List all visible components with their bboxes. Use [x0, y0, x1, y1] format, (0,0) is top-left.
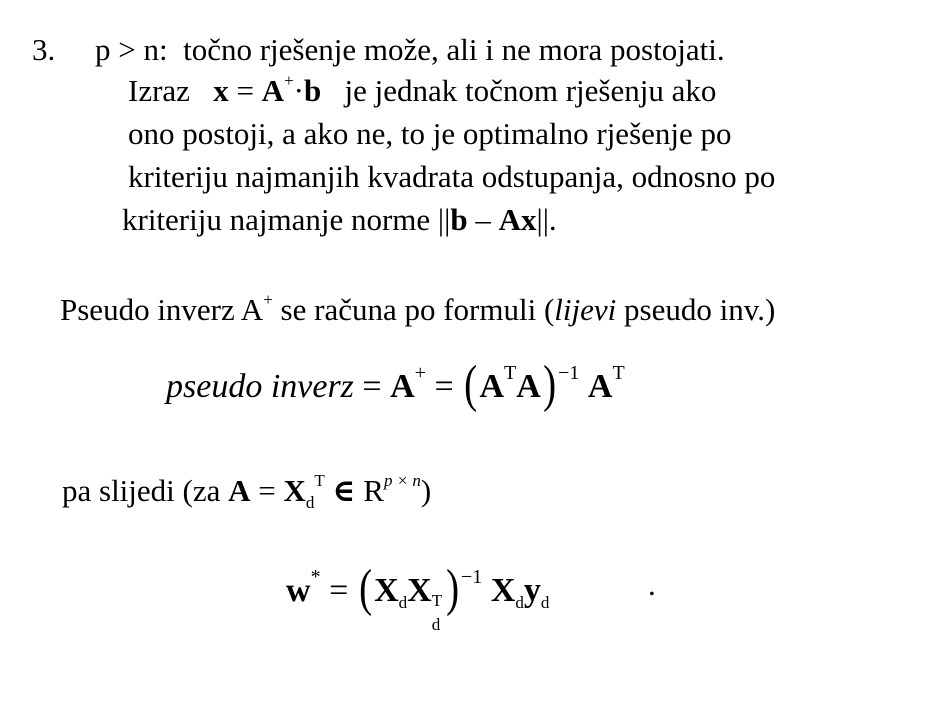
follow-prefix: pa slijedi (za: [62, 473, 221, 508]
item-line-4: kriteriju najmanjih kvadrata odstupanja, odnosno po: [128, 159, 776, 194]
pseudo-intro: [60, 291, 775, 334]
final-equation: [286, 560, 550, 634]
final-X-3: X: [490, 572, 516, 609]
line2-suffix: je jednak točnom rješenju ako: [344, 73, 717, 108]
eq-inv: −1: [558, 362, 580, 384]
condition: p > n:: [95, 32, 168, 67]
pseudo-equation: [166, 356, 625, 413]
item-line-2: [128, 72, 716, 115]
formula-b: b: [303, 73, 322, 108]
eq-rparen: ): [542, 356, 556, 413]
eq-A-4: A: [587, 368, 613, 405]
line5-minus: –: [475, 202, 491, 237]
eq-plus: +: [414, 362, 426, 384]
follow-close: ): [420, 473, 432, 508]
eq-A-2: A: [479, 368, 505, 405]
pseudo-intro-italic: lijevi: [554, 292, 617, 327]
follow-A: A: [228, 473, 251, 508]
item-line-3: ono postoji, a ako ne, to je optimalno rješenje po: [128, 116, 732, 151]
final-T: T: [431, 591, 443, 610]
line5-prefix: kriteriju najmanje norme ||: [122, 202, 451, 237]
pseudo-intro-mid: se računa po formuli (: [280, 292, 555, 327]
final-rparen: ): [445, 560, 459, 617]
final-y: y: [523, 572, 541, 609]
formula-x: x: [213, 73, 229, 108]
pseudo-intro-prefix: Pseudo inverz A: [60, 292, 264, 327]
final-d-3: d: [515, 593, 524, 612]
eq-label: pseudo inverz: [166, 368, 354, 405]
final-lparen: (: [358, 560, 372, 617]
item-line-5: [122, 201, 557, 239]
follow-equals: =: [258, 473, 276, 508]
pseudo-intro-sup: +: [263, 290, 273, 309]
eq-equals-2: =: [434, 368, 454, 405]
eq-T-2: T: [612, 362, 625, 384]
final-d-4: d: [540, 593, 550, 612]
final-inv: −1: [461, 566, 483, 588]
final-d-1: d: [398, 593, 408, 612]
line5-Ax: Ax: [498, 202, 537, 237]
item-line-1: [95, 31, 725, 69]
final-w: w: [286, 572, 311, 609]
follow-d: d: [305, 493, 315, 512]
eq-A-3: A: [516, 368, 541, 405]
follow-T: T: [314, 471, 325, 490]
final-equals: =: [329, 572, 349, 609]
pseudo-intro-suffix: pseudo inv.): [624, 292, 776, 327]
follow-in: ∈: [332, 473, 356, 508]
final-star: *: [310, 566, 321, 588]
formula-dot: ·: [293, 73, 304, 108]
final-X-2: X: [407, 572, 432, 609]
follow-R: R: [363, 473, 384, 508]
line1-text: točno rješenje može, ali i ne mora postojati.: [183, 32, 725, 67]
eq-equals-1: =: [362, 368, 382, 405]
eq-A-1: A: [390, 368, 415, 405]
final-d-2: d: [431, 615, 441, 634]
eq-T-1: T: [504, 362, 517, 384]
item-number: 3.: [32, 32, 56, 67]
follow-dims: p × n: [383, 471, 421, 490]
follow-X: X: [283, 473, 306, 508]
formula-equals: =: [236, 73, 254, 108]
formula-plus: +: [284, 71, 294, 90]
line5-suffix: ||.: [536, 202, 557, 237]
eq-lparen: (: [464, 356, 478, 413]
final-X-1: X: [374, 572, 399, 609]
formula-A: A: [261, 73, 285, 108]
line2-prefix: Izraz: [128, 73, 190, 108]
follow-line: [62, 472, 431, 515]
line5-b: b: [450, 202, 468, 237]
final-dot: .: [648, 567, 656, 602]
